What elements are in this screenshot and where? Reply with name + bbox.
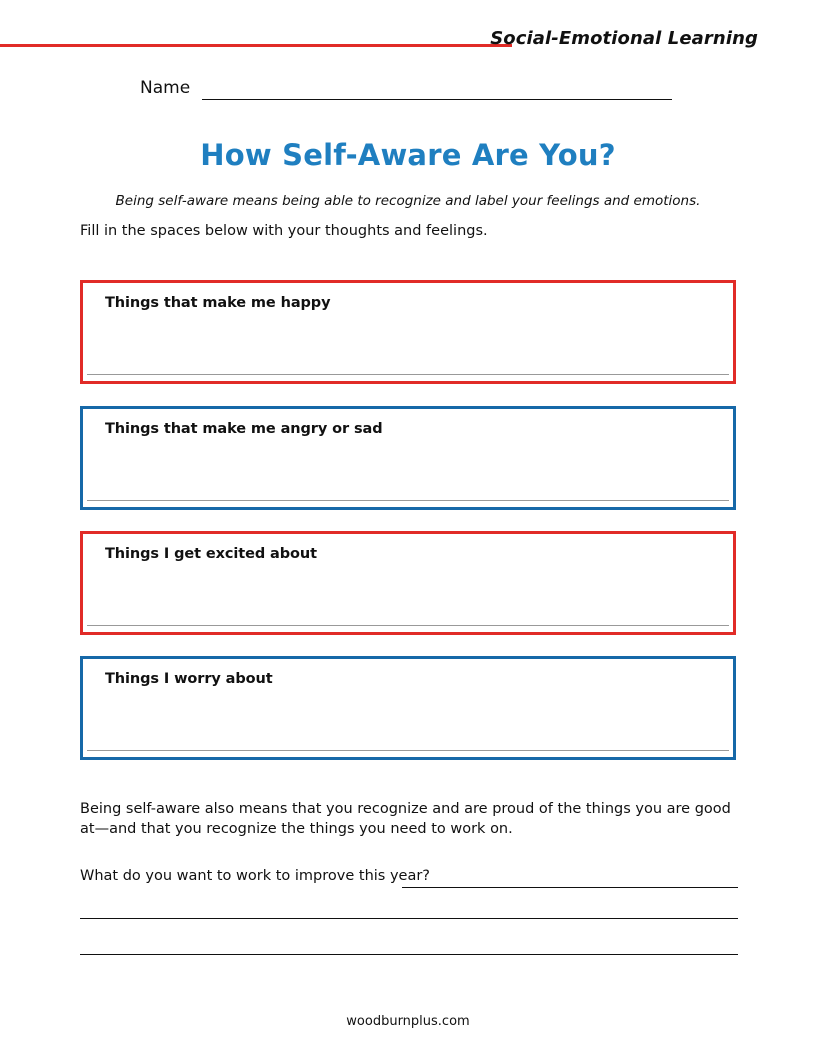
response-box-label: Things I worry about	[105, 671, 273, 687]
response-box-worry[interactable]	[80, 656, 736, 760]
response-box-angry-sad[interactable]	[80, 406, 736, 510]
response-box-label: Things that make me happy	[105, 295, 331, 311]
page-subtitle: Being self-aware means being able to recognize and label your feelings and emotions.	[115, 193, 701, 209]
name-input-line[interactable]	[202, 98, 672, 100]
header-title: Social-Emotional Learning	[490, 28, 758, 49]
answer-line-3[interactable]	[80, 953, 738, 955]
response-box-happy[interactable]	[80, 280, 736, 384]
improve-question-text: What do you want to work to improve this year?	[80, 868, 430, 884]
response-box-label: Things that make me angry or sad	[105, 421, 383, 437]
footer-site: woodburnplus.com	[346, 1014, 470, 1029]
response-box-label: Things I get excited about	[105, 546, 317, 562]
header-rule	[0, 44, 512, 47]
write-line	[87, 749, 729, 751]
name-label: Name	[140, 78, 191, 98]
name-field[interactable]	[140, 78, 680, 104]
write-line	[87, 624, 729, 626]
closing-paragraph: Being self-aware also means that you recognize and are proud of the things you are good at—and that you recognize the things you need to work on.	[80, 801, 731, 837]
page-header	[0, 28, 816, 62]
answer-line-1[interactable]	[402, 886, 738, 888]
answer-line-2[interactable]	[80, 917, 738, 919]
write-line	[87, 499, 729, 501]
instructions-text: Fill in the spaces below with your thoughts and feelings.	[80, 223, 488, 239]
page-title: How Self-Aware Are You?	[200, 138, 616, 172]
response-box-excited[interactable]	[80, 531, 736, 635]
write-line	[87, 373, 729, 375]
